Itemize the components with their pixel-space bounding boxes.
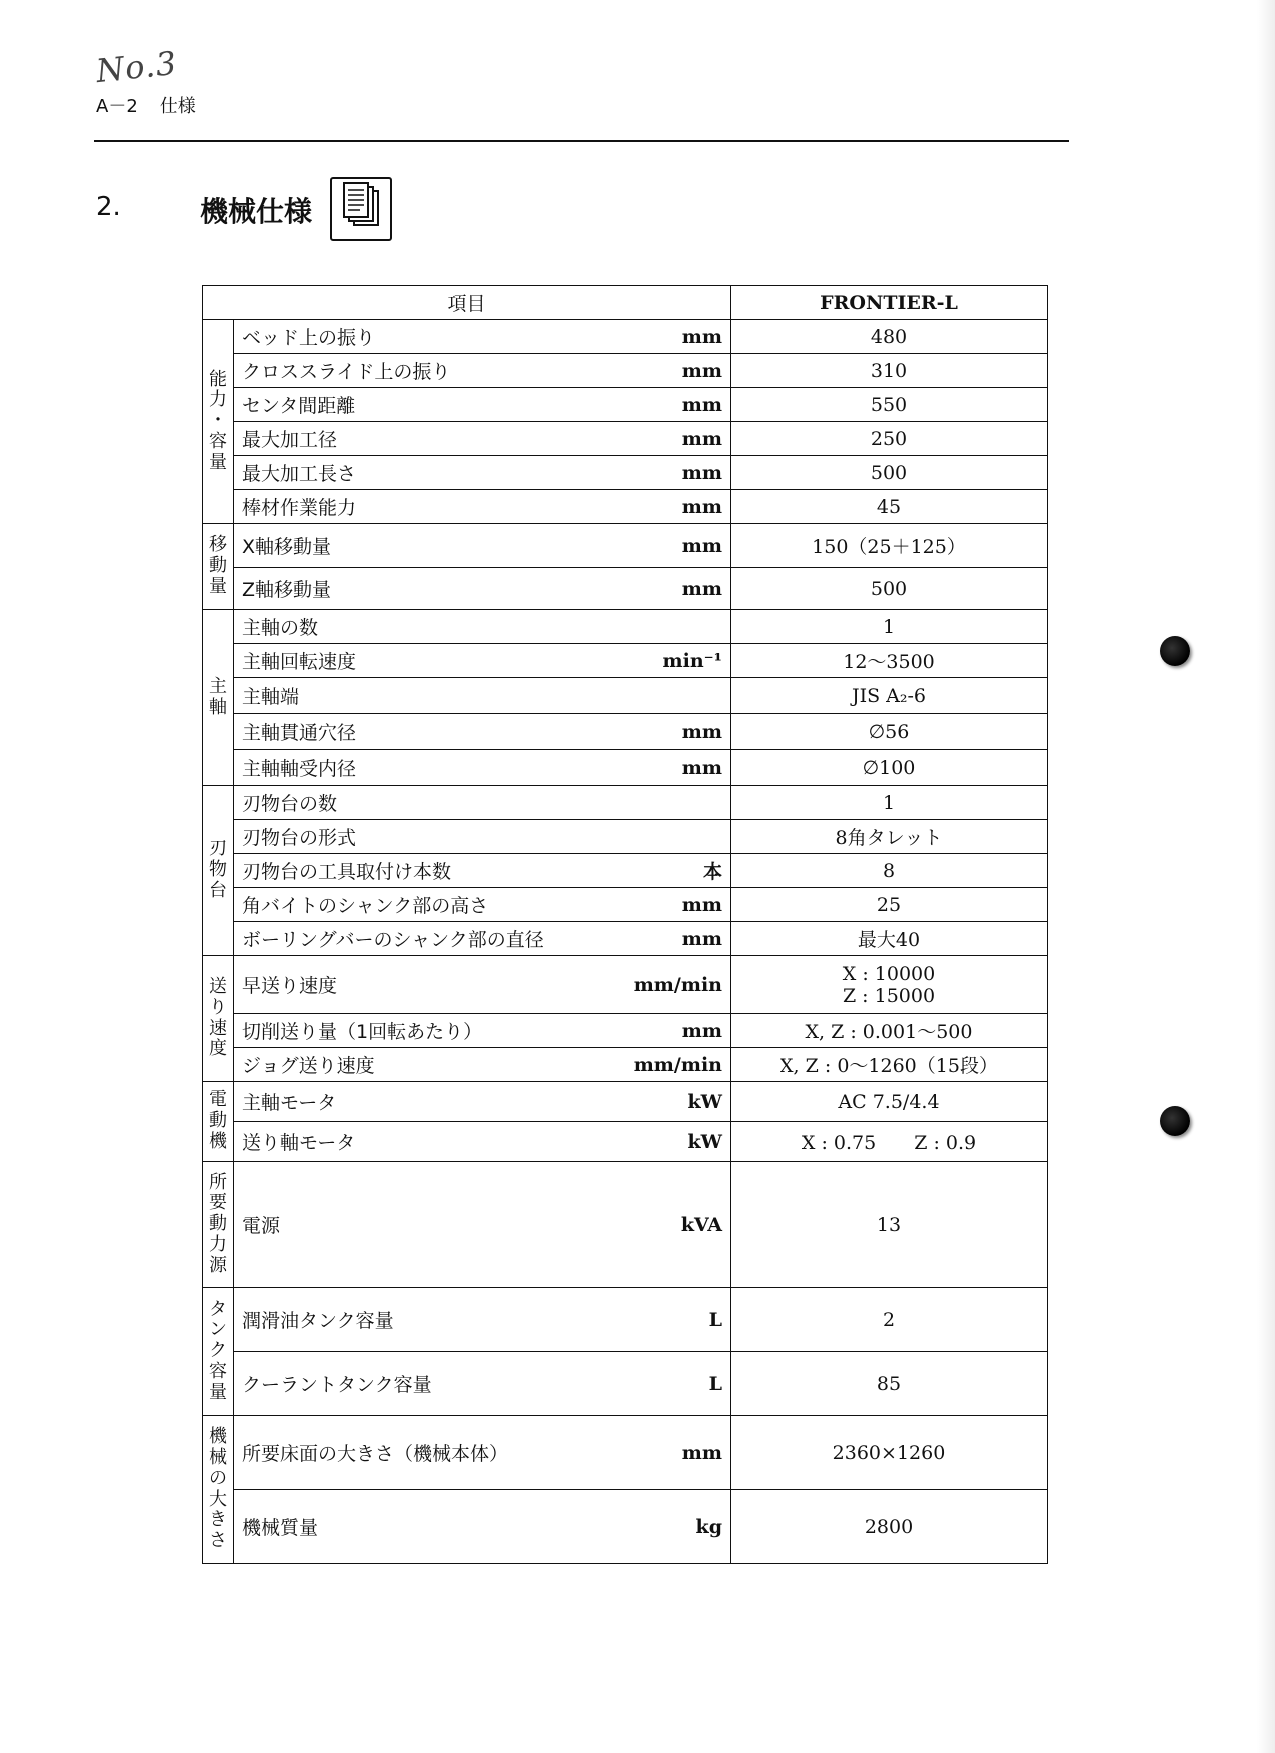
unit-label: mm <box>626 490 731 524</box>
punch-hole <box>1160 636 1190 666</box>
value-cell <box>731 1122 1048 1162</box>
unit-label: mm <box>626 354 731 388</box>
value-cell <box>731 1288 1048 1352</box>
item-label: ジョグ送り速度 <box>234 1048 626 1082</box>
section-number: 2. <box>96 192 121 222</box>
value-text: JIS A₂-6 <box>851 684 927 707</box>
column-header-model: FRONTIER-L <box>731 286 1048 320</box>
item-label: X軸移動量 <box>234 524 626 568</box>
unit-label: L <box>626 1352 731 1416</box>
item-label: 主軸軸受内径 <box>234 750 626 786</box>
unit-label: mm <box>626 568 731 610</box>
unit-label: kW <box>626 1082 731 1122</box>
unit-label: mm <box>626 714 731 750</box>
value-text: 45 <box>876 495 902 518</box>
table-row <box>203 922 1048 956</box>
item-label: 早送り速度 <box>234 956 626 1014</box>
item-label: ベッド上の振り <box>234 320 626 354</box>
table-row <box>203 956 1048 1014</box>
category-label: 送 り 速 度 <box>203 956 234 1082</box>
unit-label <box>626 820 731 854</box>
value-text: X : 10000 <box>842 962 936 985</box>
table-row <box>203 1014 1048 1048</box>
value-text: AC 7.5/4.4 <box>838 1090 940 1113</box>
item-label: 主軸の数 <box>234 610 626 644</box>
item-label: 最大加工径 <box>234 422 626 456</box>
value-cell <box>731 854 1048 888</box>
table-row <box>203 456 1048 490</box>
page-header-label <box>96 92 196 118</box>
value-text: 500 <box>870 461 908 484</box>
unit-label: mm/min <box>626 1048 731 1082</box>
value-cell <box>731 320 1048 354</box>
value-text: 85 <box>876 1372 902 1395</box>
value-text: 25 <box>876 893 902 916</box>
table-row <box>203 820 1048 854</box>
table-row <box>203 1490 1048 1564</box>
value-cell <box>731 354 1048 388</box>
table-body <box>203 320 1048 1564</box>
table-row <box>203 1048 1048 1082</box>
item-label: 切削送り量（1回転あたり） <box>234 1014 626 1048</box>
item-label: 電源 <box>234 1162 626 1288</box>
table-row <box>203 678 1048 714</box>
column-header-item: 項目 <box>203 286 731 320</box>
value-text: 8 <box>882 859 896 882</box>
value-cell <box>731 1416 1048 1490</box>
table-row <box>203 1162 1048 1288</box>
document-stack-icon <box>330 177 392 241</box>
value-text: 1 <box>882 791 896 814</box>
item-label: 潤滑油タンク容量 <box>234 1288 626 1352</box>
item-label: 最大加工長さ <box>234 456 626 490</box>
value-text: ∅100 <box>862 756 916 779</box>
value-cell <box>731 786 1048 820</box>
value-text: X, Z : 0.001～500 <box>805 1021 973 1043</box>
handwritten-note: No.3 <box>94 43 179 91</box>
section-code: A－2 <box>96 96 138 117</box>
table-row <box>203 888 1048 922</box>
value-text-second-line: Z : 15000 <box>842 984 936 1007</box>
table-row <box>203 714 1048 750</box>
value-text: 2 <box>882 1308 896 1331</box>
table-row <box>203 388 1048 422</box>
table-row <box>203 610 1048 644</box>
section-code-title: 仕様 <box>159 96 196 117</box>
value-text: X : 0.75 Z : 0.9 <box>801 1132 977 1154</box>
unit-label: mm <box>626 524 731 568</box>
value-cell <box>731 1014 1048 1048</box>
unit-label: kg <box>626 1490 731 1564</box>
unit-label <box>626 610 731 644</box>
item-label: 主軸貫通穴径 <box>234 714 626 750</box>
value-cell <box>731 1048 1048 1082</box>
unit-label: mm <box>626 422 731 456</box>
category-label: 所 要 動 力 源 <box>203 1162 234 1288</box>
table-header-row <box>203 286 1048 320</box>
value-text: 500 <box>870 577 908 600</box>
table-row <box>203 1352 1048 1416</box>
table-row <box>203 1288 1048 1352</box>
value-cell <box>731 422 1048 456</box>
value-text: 最大40 <box>857 929 921 951</box>
value-text: 250 <box>870 427 908 450</box>
unit-label: mm <box>626 320 731 354</box>
item-label: 刃物台の形式 <box>234 820 626 854</box>
item-label: クーラントタンク容量 <box>234 1352 626 1416</box>
value-cell <box>731 714 1048 750</box>
value-cell <box>731 678 1048 714</box>
value-text: 2800 <box>864 1515 914 1538</box>
unit-label: kVA <box>626 1162 731 1288</box>
value-cell <box>731 1490 1048 1564</box>
table-row <box>203 422 1048 456</box>
item-label: 送り軸モータ <box>234 1122 626 1162</box>
table-row <box>203 1082 1048 1122</box>
unit-label <box>626 678 731 714</box>
value-text: ∅56 <box>868 720 910 743</box>
unit-label: mm <box>626 456 731 490</box>
value-text: 480 <box>870 325 908 348</box>
value-cell <box>731 1162 1048 1288</box>
unit-label: mm <box>626 1416 731 1490</box>
value-text: 8角タレット <box>835 827 943 849</box>
item-label: 棒材作業能力 <box>234 490 626 524</box>
value-text: 550 <box>870 393 908 416</box>
table-row <box>203 644 1048 678</box>
value-cell <box>731 610 1048 644</box>
unit-label: mm/min <box>626 956 731 1014</box>
category-label: 能 力 ・ 容 量 <box>203 320 234 524</box>
table-row <box>203 1122 1048 1162</box>
spec-table <box>202 285 1048 1564</box>
unit-label: 本 <box>626 854 731 888</box>
value-cell <box>731 888 1048 922</box>
value-text: X, Z : 0～1260（15段） <box>780 1055 998 1077</box>
value-text: 150（25＋125） <box>812 536 966 558</box>
item-label: 主軸回転速度 <box>234 644 626 678</box>
item-label: 刃物台の数 <box>234 786 626 820</box>
value-text: 310 <box>870 359 908 382</box>
value-cell <box>731 820 1048 854</box>
item-label: センタ間距離 <box>234 388 626 422</box>
table-row <box>203 786 1048 820</box>
unit-label: mm <box>626 750 731 786</box>
item-label: 角バイトのシャンク部の高さ <box>234 888 626 922</box>
category-label: 機 械 の 大 き さ <box>203 1416 234 1564</box>
value-text: 12～3500 <box>843 651 935 673</box>
value-cell <box>731 644 1048 678</box>
value-cell <box>731 750 1048 786</box>
unit-label: kW <box>626 1122 731 1162</box>
value-cell <box>731 568 1048 610</box>
value-text: 13 <box>876 1213 902 1236</box>
value-cell <box>731 922 1048 956</box>
table-row <box>203 320 1048 354</box>
item-label: 所要床面の大きさ（機械本体） <box>234 1416 626 1490</box>
item-label: ボーリングバーのシャンク部の直径 <box>234 922 626 956</box>
item-label: 主軸モータ <box>234 1082 626 1122</box>
value-cell <box>731 1082 1048 1122</box>
table-row <box>203 524 1048 568</box>
table-row <box>203 1416 1048 1490</box>
value-text: 1 <box>882 615 896 638</box>
value-cell <box>731 388 1048 422</box>
unit-label: mm <box>626 922 731 956</box>
category-label: タ ン ク 容 量 <box>203 1288 234 1416</box>
value-cell <box>731 1352 1048 1416</box>
scan-edge-shadow <box>1257 0 1275 1753</box>
unit-label: L <box>626 1288 731 1352</box>
table-row <box>203 568 1048 610</box>
value-cell <box>731 524 1048 568</box>
punch-hole <box>1160 1106 1190 1136</box>
unit-label: mm <box>626 388 731 422</box>
item-label: Z軸移動量 <box>234 568 626 610</box>
unit-label <box>626 786 731 820</box>
value-cell <box>731 956 1048 1014</box>
unit-label: mm <box>626 1014 731 1048</box>
value-text: 2360×1260 <box>832 1441 946 1464</box>
page-title: 機械仕様 <box>200 195 313 228</box>
item-label: クロススライド上の振り <box>234 354 626 388</box>
table-row <box>203 490 1048 524</box>
category-label: 刃 物 台 <box>203 786 234 956</box>
category-label: 電 動 機 <box>203 1082 234 1162</box>
unit-label: mm <box>626 888 731 922</box>
item-label: 機械質量 <box>234 1490 626 1564</box>
value-cell <box>731 490 1048 524</box>
item-label: 刃物台の工具取付け本数 <box>234 854 626 888</box>
table-row <box>203 750 1048 786</box>
header-divider <box>94 140 1069 142</box>
value-cell <box>731 456 1048 490</box>
table-row <box>203 354 1048 388</box>
item-label: 主軸端 <box>234 678 626 714</box>
category-label: 移 動 量 <box>203 524 234 610</box>
table-row <box>203 854 1048 888</box>
category-label: 主 軸 <box>203 610 234 786</box>
unit-label: min⁻¹ <box>626 644 731 678</box>
